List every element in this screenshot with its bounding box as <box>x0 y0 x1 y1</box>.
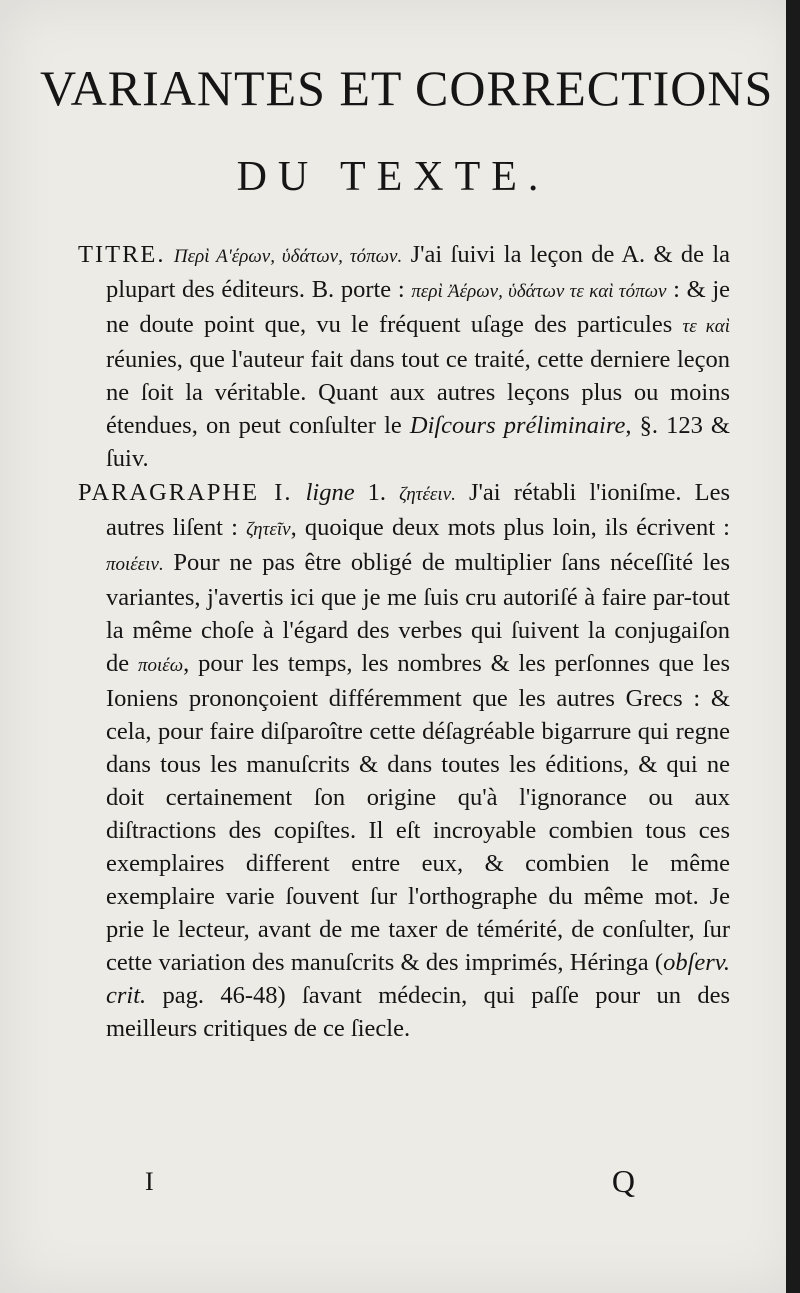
entry-paragraphe-1 <box>78 476 731 1045</box>
text-body <box>78 238 731 1046</box>
entry-text: pag. 46-48) ſavant médecin, qui paſſe pour un des meilleurs critiques de ce ſiecle. <box>106 982 730 1042</box>
entry-text: , quoique deux mots plus loin, ils écrivent : <box>290 514 730 541</box>
greek-text: τε καὶ <box>682 316 730 337</box>
italic-text: obſerv. crit. <box>106 949 730 1009</box>
page-title: VARIANTES ET CORRECTIONS <box>40 60 774 116</box>
greek-text: ζητεῖν <box>246 519 291 540</box>
entry-text: J'ai ſuivi la leçon de A. & de la plupart des éditeurs. B. porte : <box>106 241 731 303</box>
italic-text: Diſcours préliminaire <box>409 412 626 439</box>
page-edge <box>786 0 800 1293</box>
greek-text: περὶ Ἀέρων, ὑδάτων τε καὶ τόπων <box>411 281 667 302</box>
entry-text: réunies, que l'auteur fait dans tout ce traité, cette derniere leçon ne ſoit la véritable. Quant aux autres leçons plus ou moins étendues, on peut conſulter le <box>106 346 730 439</box>
entry-label: TITRE. <box>78 241 166 268</box>
greek-text: ζητέειν. <box>399 484 456 505</box>
greek-text: ποιέειν. <box>106 554 164 575</box>
signature-mark: Q <box>611 1163 635 1199</box>
entry-text: J'ai rétabli l'ioniſme. Les autres liſent : <box>106 479 731 541</box>
entry-text: , §. 123 & ſuiv. <box>106 412 730 472</box>
page-subtitle: DU TEXTE. <box>236 154 550 200</box>
italic-text: ligne <box>305 479 355 506</box>
entry-text: 1. <box>354 479 400 506</box>
entry-text: Pour ne pas être obligé de multiplier ſans néceſſité les variantes, j'avertis ici que je me ſuis cru autoriſé à faire par-tout la même choſe à l'égard des verbes qui ſuivent la conjugaiſon de <box>106 549 730 677</box>
entry-titre <box>78 238 731 475</box>
entry-label: PARAGRAPHE I. <box>78 479 293 506</box>
entry-text: : & je ne doute point que, vu le fréquent uſage des particules <box>106 276 731 338</box>
greek-text: ποιέω <box>137 655 184 676</box>
entry-text: , pour les temps, les nombres & les perſonnes que les Ioniens prononçoient différemment que les autres Grecs : & cela, pour faire diſparoître cette déſagréable bigarrure qui regne dans tous les manuſcrits & dans toutes les éditions, & qui ne doit certainement ſon origine qu'à l'ignorance ou aux diſtractions des copiſtes. Il eſt incroyable combien tous ces exemplaires different entre eux, & combien le même exemplaire varie ſouvent ſur l'orthographe du même mot. Je prie le lecteur, avant de me taxer de témérité, de conſulter, ſur cette variation des manuſcrits & des imprimés, Héringa ( <box>106 650 730 976</box>
greek-text: Περὶ Α'έρων, ὑδάτων, τόπων. <box>173 246 403 267</box>
page-number: I <box>145 1167 154 1196</box>
